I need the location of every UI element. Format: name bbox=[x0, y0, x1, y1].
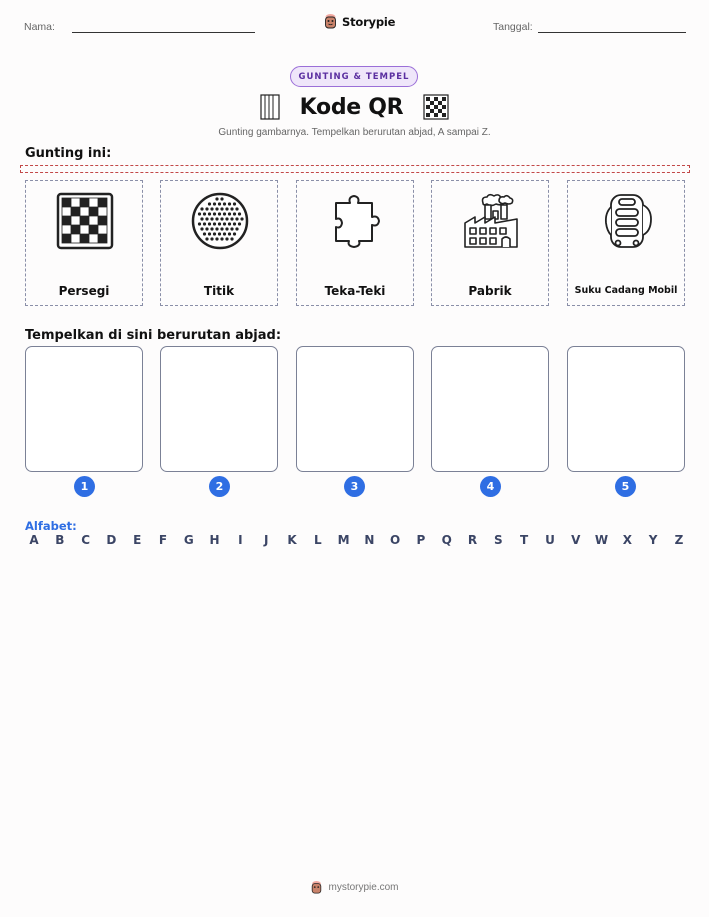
storypie-mascot-icon bbox=[323, 13, 338, 30]
card-label: Pabrik bbox=[468, 284, 512, 298]
dots-circle-icon bbox=[190, 191, 250, 251]
page-title: Kode QR bbox=[299, 94, 404, 120]
instructions: Gunting gambarnya. Tempelkan berurutan abjad, A sampai Z. bbox=[218, 127, 491, 138]
alphabet-letter: S bbox=[494, 533, 503, 547]
cut-card-pabrik[interactable] bbox=[431, 180, 549, 306]
paste-slot-5[interactable] bbox=[567, 346, 685, 472]
alphabet-letter: B bbox=[55, 533, 65, 547]
cut-section-heading: Gunting ini: bbox=[25, 146, 112, 161]
alphabet-letter: X bbox=[622, 533, 632, 547]
alphabet-letter: W bbox=[594, 533, 609, 547]
slot-number-3: 3 bbox=[344, 476, 365, 497]
paste-slot-4[interactable] bbox=[431, 346, 549, 472]
card-label: Persegi bbox=[58, 284, 110, 298]
brand-name: Storypie bbox=[342, 14, 396, 29]
name-line[interactable] bbox=[72, 32, 255, 33]
alphabet-letter: R bbox=[467, 533, 478, 547]
alphabet-letter: G bbox=[183, 533, 194, 547]
slot-number-2: 2 bbox=[209, 476, 230, 497]
alphabet-letter: L bbox=[313, 533, 322, 547]
alphabet-letter: I bbox=[238, 533, 243, 547]
alphabet-letter: T bbox=[520, 533, 529, 547]
alphabet-letter: M bbox=[337, 533, 350, 547]
cut-card-suku-cadang-mobil[interactable] bbox=[567, 180, 685, 306]
checker-square-icon bbox=[55, 191, 115, 251]
alphabet-letter: Y bbox=[648, 533, 658, 547]
card-label: Suku Cadang Mobil bbox=[574, 285, 678, 296]
alphabet-letter: E bbox=[133, 533, 142, 547]
footer bbox=[0, 880, 709, 895]
title-row bbox=[0, 90, 709, 124]
name-label: Nama: bbox=[24, 21, 55, 33]
alphabet-letter: O bbox=[390, 533, 401, 547]
alphabet-letter: Q bbox=[441, 533, 452, 547]
alphabet-letter: P bbox=[416, 533, 426, 547]
alphabet-letter: K bbox=[287, 533, 297, 547]
alphabet-letter: J bbox=[263, 533, 269, 547]
car-part-icon bbox=[597, 191, 657, 251]
qr-code-icon bbox=[423, 94, 449, 120]
cut-card-titik[interactable] bbox=[160, 180, 278, 306]
factory-icon bbox=[461, 191, 521, 251]
alphabet-letter: F bbox=[158, 533, 168, 547]
alphabet-letter: A bbox=[29, 533, 39, 547]
storypie-mascot-icon bbox=[310, 880, 323, 895]
alphabet-letter: V bbox=[571, 533, 581, 547]
alphabet-row bbox=[24, 533, 689, 547]
slot-number-5: 5 bbox=[615, 476, 636, 497]
date-label: Tanggal: bbox=[493, 21, 533, 33]
paste-slot-3[interactable] bbox=[296, 346, 414, 472]
footer-site[interactable]: mystorypie.com bbox=[328, 882, 399, 893]
card-label: Titik bbox=[203, 284, 235, 298]
puzzle-piece-icon bbox=[326, 191, 386, 251]
slot-number-4: 4 bbox=[480, 476, 501, 497]
alphabet-letter: Z bbox=[674, 533, 684, 547]
cut-line bbox=[20, 165, 690, 173]
cut-card-teka-teki[interactable] bbox=[296, 180, 414, 306]
card-label: Teka-Teki bbox=[324, 284, 386, 298]
alphabet-letter: C bbox=[81, 533, 90, 547]
alphabet-letter: N bbox=[364, 533, 375, 547]
cut-card-persegi[interactable] bbox=[25, 180, 143, 306]
paste-section-heading: Tempelkan di sini berurutan abjad: bbox=[25, 328, 282, 343]
paste-slot-1[interactable] bbox=[25, 346, 143, 472]
slot-number-1: 1 bbox=[74, 476, 95, 497]
alphabet-letter: D bbox=[106, 533, 117, 547]
date-line[interactable] bbox=[538, 32, 686, 33]
alphabet-letter: U bbox=[545, 533, 555, 547]
paste-slot-2[interactable] bbox=[160, 346, 278, 472]
brand-logo bbox=[323, 13, 395, 30]
stripes-icon bbox=[260, 94, 280, 120]
alphabet-title: Alfabet: bbox=[25, 519, 77, 533]
alphabet-letter: H bbox=[209, 533, 220, 547]
activity-badge: GUNTING & TEMPEL bbox=[290, 66, 418, 87]
